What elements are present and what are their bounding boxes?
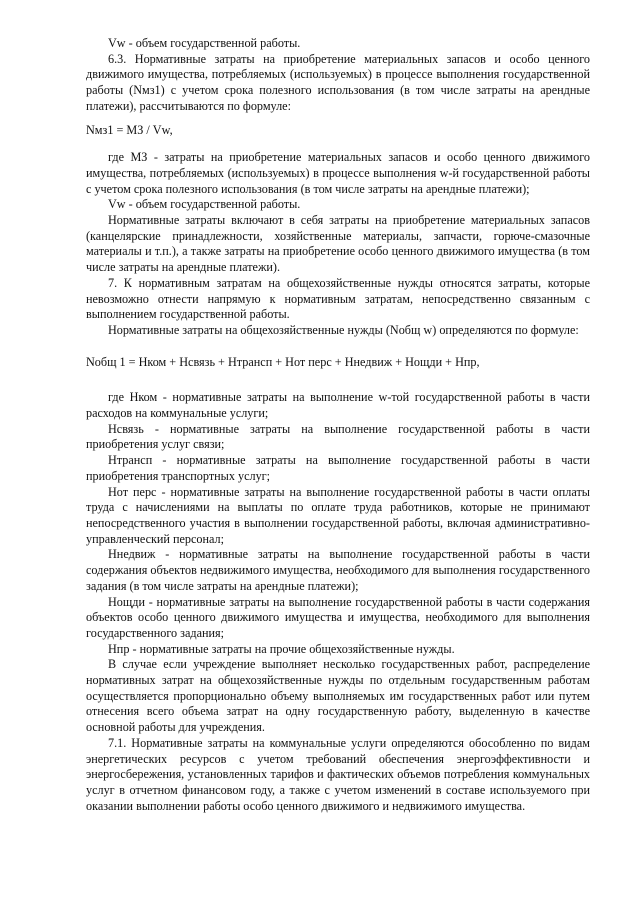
formula-nobsh: Nобщ 1 = Нком + Нсвязь + Нтрансп + Нот перс + Ннедвиж + Нощди + Нпр, [86,354,480,369]
paragraph-6-3: 6.3. Нормативные затраты на приобретение материальных запасов и особо ценного движимого имущества, потребляемых (используемых) в процессе выполнения государственной работы (Nмз1) с учетом срока полезного использования (в том числе затраты на арендные платежи), рассчитываются по формуле: [86,51,590,113]
formula-nmz1: Nмз1 = МЗ / Vw, [86,122,173,137]
paragraph-noshchdi: Нощди - нормативные затраты на выполнение государственной работы в части содержания объектов особо ценного движимого имущества и имущества, необходимого для выполнения государственного задания; [86,594,590,640]
paragraph-npr: Нпр - нормативные затраты на прочие общехозяйственные нужды. [108,641,455,656]
paragraph-normative-costs-include: Нормативные затраты включают в себя затраты на приобретение материальных запасов (канцелярские принадлежности, хозяйственные материалы, запчасти, горюче-смазочные материалы и т.п.), а также затраты на приобретение особо ценного движимого имущества (в том числе затраты на арендные платежи). [86,213,590,275]
paragraph-nnedvizh: Ннедвиж - нормативные затраты на выполнение государственной работы в части содержания объектов недвижимого имущества, необходимого для выполнения государственного задания (в том числе затраты на арендные платежи); [86,547,590,593]
paragraph-7: 7. К нормативным затратам на общехозяйственные нужды относятся затраты, которые невозможно отнести напрямую к нормативным затратам, непосредственно связанным с выполнением государственной работы. [86,275,590,322]
paragraph-multiple-works: В случае если учреждение выполняет несколько государственных работ, распределение нормативных затрат на общехозяйственные нужды по отдельным государственным работам осуществляется пропорционально объему выполняемых им государственных работ или путем отнесения всего объема затрат на одну государственную работу, выделенную в качестве основной работы для учреждения. [86,657,590,735]
paragraph-ntransp: Нтрансп - нормативные затраты на выполнение государственной работы в части приобретения транспортных услуг; [86,453,590,483]
paragraph-nsvyaz: Нсвязь - нормативные затраты на выполнение государственной работы в части приобретения услуг связи; [86,421,590,452]
paragraph-mz-definition: где МЗ - затраты на приобретение материальных запасов и особо ценного движимого имущества, потребляемых (используемых) в процессе выполнения w-й государственной работы с учетом срока полезного использования (в том числе затраты на арендные платежи); [86,150,590,196]
paragraph-vw-definition-2: Vw - объем государственной работы. [108,197,301,212]
document-page [86,36,590,814]
paragraph-vw-definition: Vw - объем государственной работы. [108,36,301,50]
paragraph-not-pers: Нот перс - нормативные затраты на выполнение государственной работы в части оплаты труда с начислениями на выплаты по оплате труда работников, которые не принимают непосредственного участия в выполнении государственной работы, включая административно-управленческий персонал; [86,484,590,546]
paragraph-7-1: 7.1. Нормативные затраты на коммунальные услуги определяются обособленно по видам энергетических ресурсов с учетом требований обеспечения энергоэффективности и энергосбережения, установленных тарифов и фактических объемов потребления коммунальных услуг в отчетном финансовом году, а также с учетом изменений в составе используемого при оказании выполнении работы особо ценного движимого и недвижимого имущества. [86,735,590,813]
paragraph-general-needs-formula-intro: Нормативные затраты на общехозяйственные нужды (Nобщ w) определяются по формуле: [108,322,579,337]
paragraph-nkom: где Нком - нормативные затраты на выполнение w-той государственной работы в части расходов на коммунальные услуги; [86,390,590,421]
